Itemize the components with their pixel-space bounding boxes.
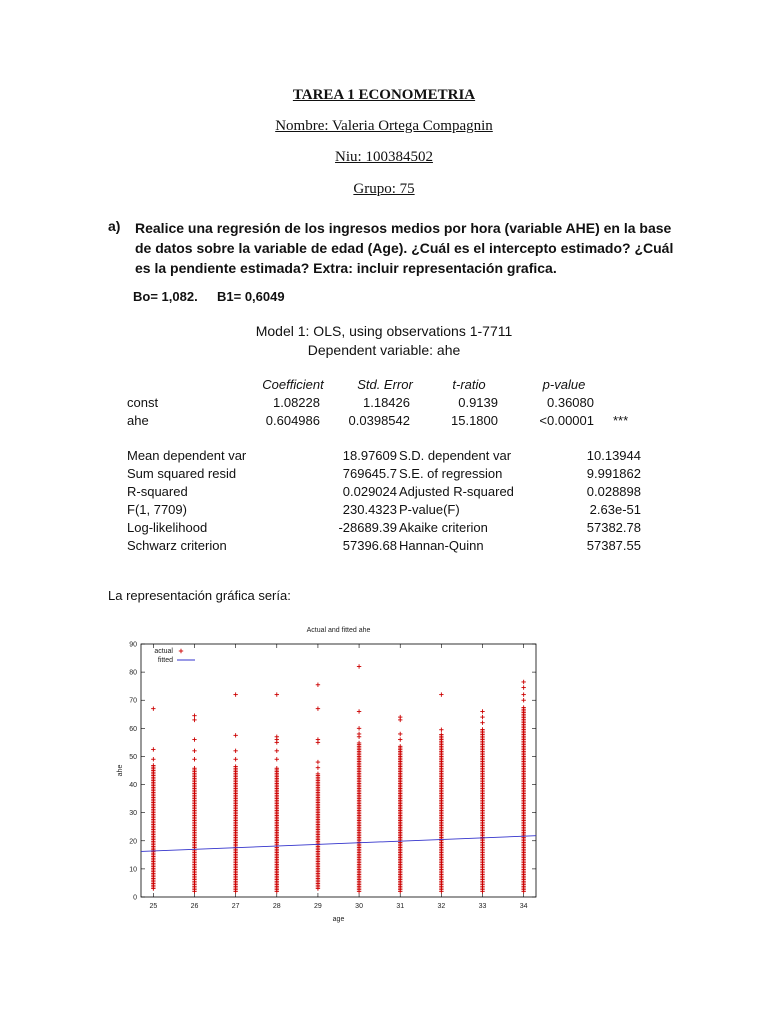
stat-value: 57382.78 [586, 520, 641, 535]
actual-point [316, 737, 320, 741]
x-tick-label: 28 [272, 903, 281, 910]
stat-value: 10.13944 [586, 448, 641, 463]
legend-actual-label: actual [154, 648, 173, 655]
stat-label: S.D. dependent var [399, 448, 512, 463]
stat-label: Akaike criterion [399, 520, 488, 535]
row-t: 15.1800 [451, 413, 498, 428]
fitted-line [141, 836, 536, 852]
actual-point [439, 692, 443, 696]
actual-point [192, 757, 196, 761]
actual-point [192, 737, 196, 741]
stat-value: 230.4323 [342, 502, 397, 517]
actual-point [521, 692, 525, 696]
actual-fitted-chart [108, 620, 548, 930]
actual-point [316, 706, 320, 710]
document-title: TAREA 1 ECONOMETRIA [292, 87, 476, 103]
y-tick-label: 70 [129, 697, 137, 705]
y-tick-label: 20 [129, 838, 137, 846]
actual-point [398, 715, 402, 719]
y-tick-label: 90 [129, 641, 137, 649]
stat-value: 9.991862 [586, 466, 641, 481]
row-t: 0.9139 [458, 395, 498, 410]
stat-row [127, 466, 647, 484]
actual-point [480, 715, 484, 719]
plot-frame [141, 644, 536, 897]
actual-point [357, 709, 361, 713]
actual-point [357, 726, 361, 730]
stat-value: 57396.68 [342, 538, 397, 553]
col-header-p-value: p-value [542, 377, 586, 392]
stat-label: P-value(F) [399, 502, 460, 517]
stat-row [127, 538, 647, 556]
actual-point [192, 749, 196, 753]
actual-point [233, 749, 237, 753]
actual-point [521, 685, 525, 689]
stat-value: 18.97609 [342, 448, 397, 463]
answer-b1: B1= 0,6049 [217, 289, 285, 304]
y-tick-label: 10 [129, 866, 137, 874]
stat-label: R-squared [127, 484, 188, 499]
student-group: Grupo: 75 [353, 181, 415, 197]
actual-point [480, 709, 484, 713]
question-text: Realice una regresión de los ingresos medios por hora (variable AHE) en la base de datos sobre la variable de edad (Age). ¿Cuál es el intercepto estimado? ¿Cuál es la pendiente estimada? Extra: incluir representación grafica. [135, 220, 674, 276]
actual-point [233, 757, 237, 761]
actual-point [521, 698, 525, 702]
actual-point [179, 649, 183, 653]
row-name: ahe [127, 413, 149, 428]
chart-title: Actual and fitted ahe [306, 627, 371, 634]
stat-label: Schwarz criterion [127, 538, 227, 553]
row-p: 0.36080 [547, 395, 594, 410]
stat-row [127, 520, 647, 538]
actual-point [480, 721, 484, 725]
x-tick-label: 32 [437, 903, 446, 910]
row-se: 1.18426 [363, 395, 410, 410]
x-tick-label: 30 [355, 903, 363, 910]
chart-caption: La representación gráfica sería: [108, 588, 291, 603]
legend-fitted-label: fitted [157, 657, 173, 664]
row-coef: 0.604986 [265, 413, 320, 428]
stat-label: Adjusted R-squared [399, 484, 514, 499]
actual-point [192, 718, 196, 722]
x-tick-label: 26 [190, 903, 199, 910]
y-tick-label: 0 [133, 894, 137, 902]
actual-point [151, 706, 155, 710]
x-tick-label: 27 [231, 903, 240, 910]
actual-point [275, 749, 279, 753]
row-sig: *** [613, 413, 629, 428]
actual-point [398, 737, 402, 741]
x-tick-label: 33 [478, 903, 487, 910]
model-dependent: Dependent variable: ahe [307, 342, 461, 358]
student-name: Nombre: Valeria Ortega Compagnin [275, 118, 493, 134]
actual-point [233, 733, 237, 737]
y-tick-label: 80 [129, 669, 137, 677]
y-tick-label: 50 [129, 753, 137, 761]
stat-value: 0.029024 [342, 484, 397, 499]
col-header-coefficient: Coefficient [262, 377, 324, 392]
actual-point [275, 735, 279, 739]
actual-point [151, 747, 155, 751]
y-tick-label: 30 [129, 810, 137, 818]
stat-label: Hannan-Quinn [399, 538, 484, 553]
stat-row [127, 484, 647, 502]
actual-point [521, 680, 525, 684]
stat-label: F(1, 7709) [127, 502, 187, 517]
model-title: Model 1: OLS, using observations 1-7711 [255, 323, 513, 339]
actual-point [275, 757, 279, 761]
x-axis-label: age [332, 916, 345, 923]
stat-row [127, 448, 647, 466]
answer-bo: Bo= 1,082. [133, 289, 198, 304]
actual-point [233, 692, 237, 696]
x-tick-label: 29 [314, 903, 322, 910]
question-label: a) [108, 218, 121, 234]
row-name: const [127, 395, 159, 410]
actual-point [398, 732, 402, 736]
actual-point [316, 765, 320, 769]
actual-point [316, 760, 320, 764]
actual-point [192, 713, 196, 717]
stat-value: 2.63e-51 [589, 502, 641, 517]
stat-value: -28689.39 [338, 520, 397, 535]
stat-value: 0.028898 [586, 484, 641, 499]
row-coef: 1.08228 [273, 395, 320, 410]
row-se: 0.0398542 [348, 413, 410, 428]
actual-point [151, 757, 155, 761]
stat-label: S.E. of regression [399, 466, 503, 481]
y-axis-label: ahe [117, 764, 124, 777]
actual-point [316, 683, 320, 687]
actual-point [275, 692, 279, 696]
stat-label: Sum squared resid [127, 466, 237, 481]
stat-row [127, 502, 647, 520]
student-niu: Niu: 100384502 [335, 149, 433, 165]
x-tick-label: 34 [519, 903, 528, 910]
stat-value: 57387.55 [586, 538, 641, 553]
row-p: <0.00001 [539, 413, 594, 428]
stat-label: Log-likelihood [127, 520, 208, 535]
actual-point [357, 732, 361, 736]
col-header-std-error: Std. Error [357, 377, 413, 392]
x-tick-label: 25 [149, 903, 158, 910]
y-tick-label: 60 [129, 725, 137, 733]
actual-point [439, 728, 443, 732]
stat-label: Mean dependent var [127, 448, 247, 463]
stat-value: 769645.7 [342, 466, 397, 481]
col-header-t-ratio: t-ratio [452, 377, 486, 392]
y-tick-label: 40 [129, 782, 137, 790]
actual-point [357, 664, 361, 668]
x-tick-label: 31 [396, 903, 405, 910]
